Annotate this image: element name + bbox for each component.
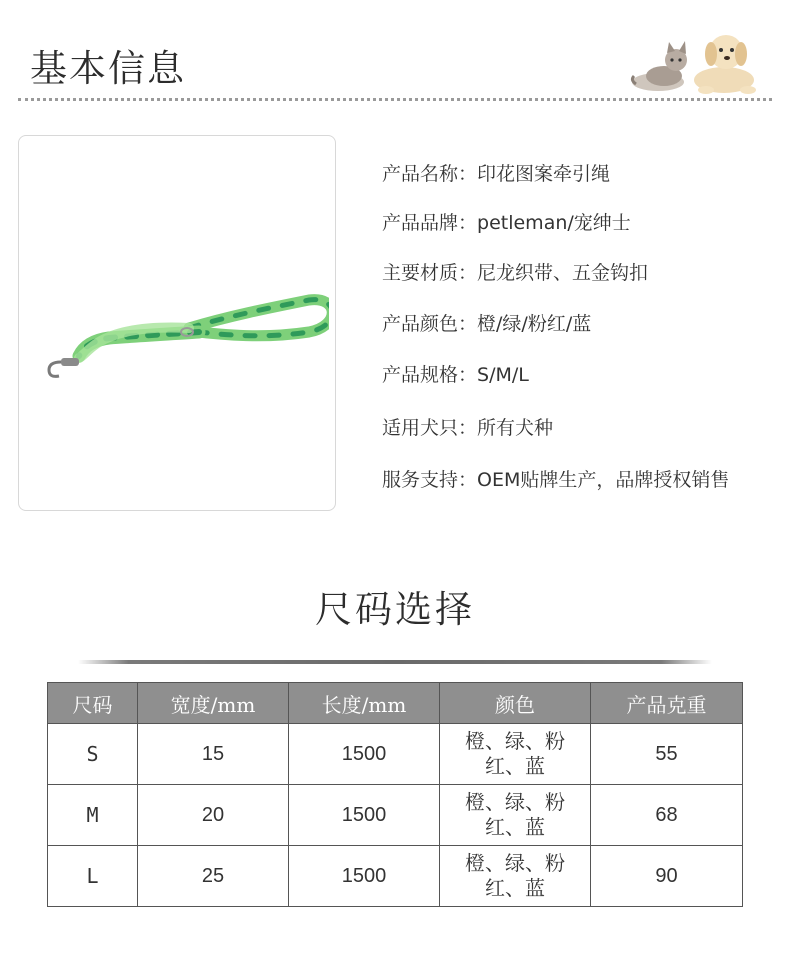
header-weight: 产品克重 [591,683,743,724]
size-section-title: 尺码选择 [315,588,475,631]
info-row-name [382,161,610,187]
table-row [48,846,743,907]
cell-length: 1500 [289,724,440,785]
header-size: 尺码 [48,683,138,724]
info-row-service [382,467,729,493]
info-label: 服务支持： [382,469,478,491]
header-width: 宽度/mm [138,683,289,724]
info-label: 产品名称： [382,163,478,185]
info-value: 橙/绿/粉红/蓝 [477,313,592,335]
info-value: S/M/L [477,364,529,386]
info-label: 产品品牌： [382,212,478,234]
cell-size: L [48,846,138,907]
info-row-spec [382,362,529,388]
header-length: 长度/mm [289,683,440,724]
info-label: 主要材质： [382,262,478,284]
cell-width: 20 [138,785,289,846]
info-row-dogs [382,415,553,441]
cell-color [440,785,591,846]
cell-color-text: 橙、绿、粉红、蓝 [465,851,565,900]
header-color: 颜色 [440,683,591,724]
cell-color-text: 橙、绿、粉红、蓝 [465,790,565,839]
page-title: 基本信息 [30,47,186,90]
info-value: 尼龙织带、五金钩扣 [477,262,649,284]
info-value: 印花图案牵引绳 [477,163,611,185]
table-header-row [48,683,743,724]
gradient-divider [78,660,712,664]
cell-size: S [48,724,138,785]
cell-weight: 55 [591,724,743,785]
cell-width: 25 [138,846,289,907]
pets-photo [628,24,763,99]
cell-width: 15 [138,724,289,785]
cell-color [440,724,591,785]
size-table [47,682,743,907]
cell-size: M [48,785,138,846]
cell-length: 1500 [289,785,440,846]
info-value: 所有犬种 [477,417,554,439]
info-label: 适用犬只： [382,417,478,439]
info-row-brand [382,210,631,236]
cell-weight: 68 [591,785,743,846]
product-image-frame [18,135,336,511]
cell-color-text: 橙、绿、粉红、蓝 [465,729,565,778]
table-row [48,785,743,846]
info-value: OEM贴牌生产，品牌授权销售 [477,469,730,491]
cell-color [440,846,591,907]
info-row-material [382,260,648,286]
info-value: petleman/宠绅士 [477,212,631,234]
table-row [48,724,743,785]
cell-weight: 90 [591,846,743,907]
cell-length: 1500 [289,846,440,907]
info-label: 产品规格： [382,364,478,386]
camo-leash-image [39,286,329,396]
info-row-color [382,311,591,337]
info-label: 产品颜色： [382,313,478,335]
